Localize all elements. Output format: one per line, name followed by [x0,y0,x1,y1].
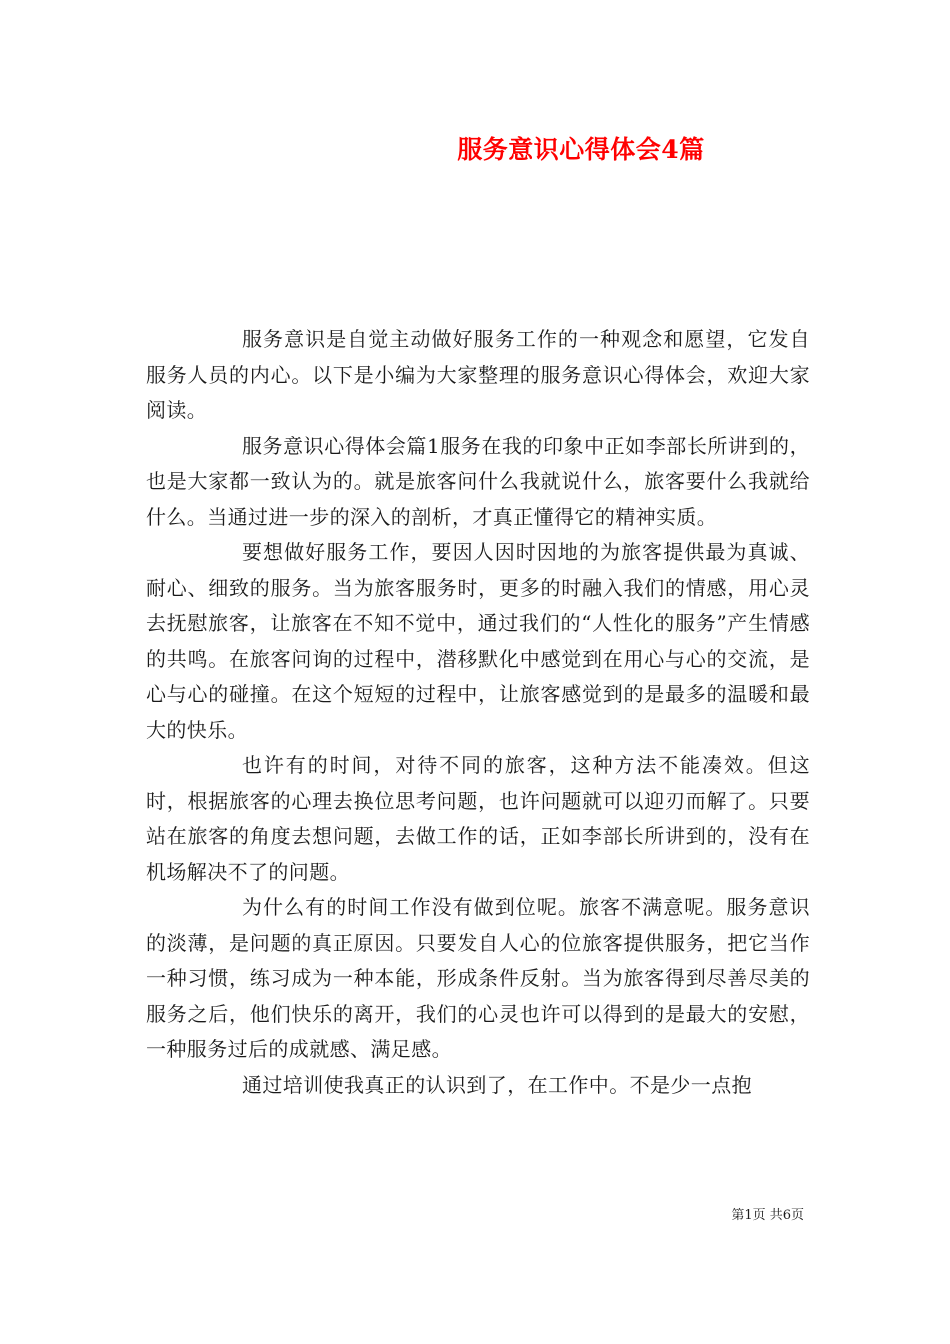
paragraph: 要想做好服务工作，要因人因时因地的为旅客提供最为真诚、耐心、细致的服务。当为旅客服务时，更多的时融入我们的情感，用心灵去抚慰旅客，让旅客在不知不觉中，通过我们的“人性化的服务”产生情感的共鸣。在旅客问询的过程中，潜移默化中感觉到在用心与心的交流，是心与心的碰撞。在这个短短的过程中，让旅客感觉到的是最多的温暖和最大的快乐。 [146,540,810,742]
document-body [146,322,810,1103]
paragraph: 服务意识是自觉主动做好服务工作的一种观念和愿望，它发自服务人员的内心。以下是小编为大家整理的服务意识心得体会，欢迎大家阅读。 [146,327,810,422]
page-number-footer: 第1页 共6页 [731,1208,804,1223]
document-title [0,132,950,168]
paragraph: 为什么有的时间工作没有做到位呢。旅客不满意呢。服务意识的淡薄，是问题的真正原因。只要发自人心的位旅客提供服务，把它当作一种习惯，练习成为一种本能，形成条件反射。当为旅客得到尽善尽美的服务之后，他们快乐的离开，我们的心灵也许可以得到的是最大的安慰，一种服务过后的成就感、满足感。 [146,895,810,1061]
paragraph: 通过培训使我真正的认识到了，在工作中。不是少一点抱 [242,1072,752,1097]
paragraph: 也许有的时间，对待不同的旅客，这种方法不能凑效。但这时，根据旅客的心理去换位思考问题，也许问题就可以迎刃而解了。只要站在旅客的角度去想问题，去做工作的话，正如李部长所讲到的，没有在机场解决不了的问题。 [146,753,810,884]
paragraph: 服务意识心得体会篇1服务在我的印象中正如李部长所讲到的，也是大家都一致认为的。就是旅客问什么我就说什么，旅客要什么我就给什么。当通过进一步的深入的剖析，才真正懂得它的精神实质。 [146,433,810,529]
document-title-text: 服务意识心得体会4篇 [457,135,705,164]
